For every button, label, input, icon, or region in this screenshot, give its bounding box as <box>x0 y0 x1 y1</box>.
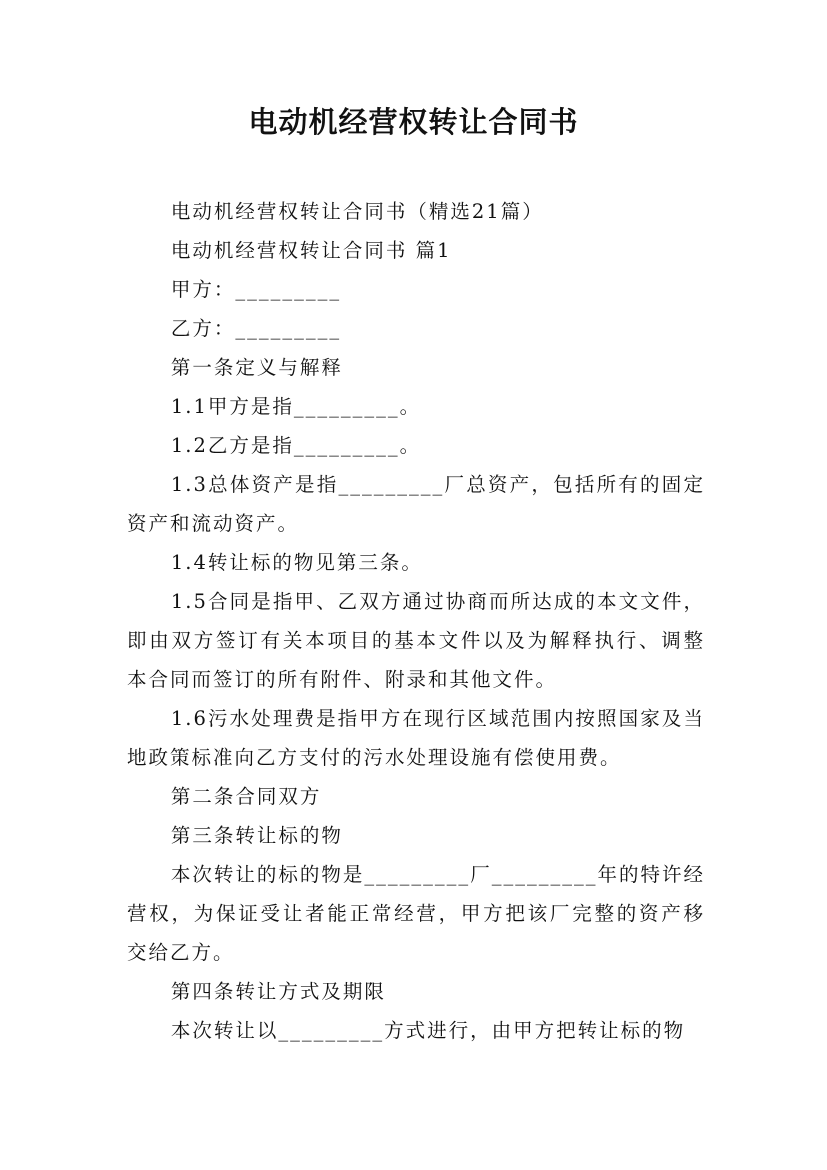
paragraph-clause-1-4: 1.4转让标的物见第三条。 <box>170 551 423 574</box>
paragraph-article-1-heading: 第一条定义与解释 <box>170 356 343 379</box>
paragraph-section-heading: 电动机经营权转让合同书 篇1 <box>170 239 452 262</box>
paragraph-clause-1-6: 1.6污水处理费是指甲方在现行区域范围内按照国家及当地政策标准向乙方支付的污水处理设施有偿使用费。 <box>127 707 705 769</box>
paragraph-party-b: 乙方：_________ <box>170 317 342 340</box>
document-title: 电动机经营权转让合同书 <box>248 105 579 139</box>
paragraph-article-4-heading: 第四条转让方式及期限 <box>170 980 386 1003</box>
paragraph-clause-1-1: 1.1甲方是指_________。 <box>170 395 422 418</box>
paragraph-article-2-heading: 第二条合同双方 <box>170 785 322 808</box>
paragraph-article-3-body: 本次转让的标的物是_________厂_________年的特许经营权，为保证受让者能正常经营，甲方把该厂完整的资产移交给乙方。 <box>127 863 705 964</box>
paragraph-article-4-body: 本次转让以_________方式进行，由甲方把转让标的物 <box>170 1019 686 1042</box>
paragraph-party-a: 甲方：_________ <box>170 278 342 301</box>
paragraph-subtitle: 电动机经营权转让合同书（精选21篇） <box>170 200 544 223</box>
paragraph-clause-1-5: 1.5合同是指甲、乙双方通过协商而所达成的本文文件，即由双方签订有关本项目的基本文件以及为解释执行、调整本合同而签订的所有附件、附录和其他文件。 <box>127 590 705 691</box>
paragraph-clause-1-2: 1.2乙方是指_________。 <box>170 434 422 457</box>
document-body <box>127 192 705 1050</box>
paragraph-clause-1-3: 1.3总体资产是指_________厂总资产，包括所有的固定资产和流动资产。 <box>127 473 705 535</box>
paragraph-article-3-heading: 第三条转让标的物 <box>170 824 343 847</box>
